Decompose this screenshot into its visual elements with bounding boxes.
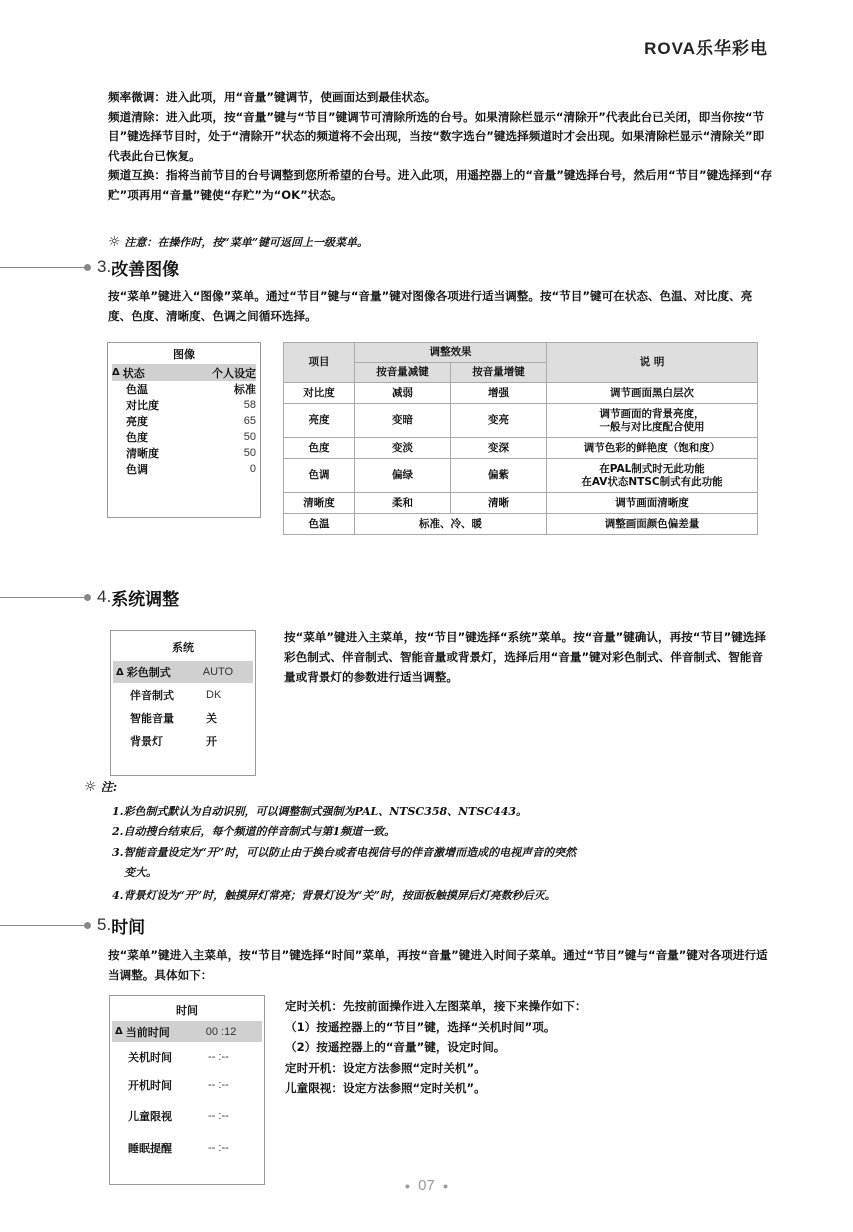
note-item: 4.背景灯设为“开”时，触摸屏灯常亮；背景灯设为“关”时，按面板触摸屏后灯亮数秒后灭。 xyxy=(112,889,556,902)
table-row xyxy=(284,383,758,404)
table-cell-item: 对比度 xyxy=(284,383,355,404)
table-cell-desc xyxy=(547,404,758,438)
table-cell-inc: 变亮 xyxy=(451,404,547,438)
intro-paragraphs xyxy=(108,88,773,205)
menu-row-label: 睡眠提醒 xyxy=(128,1142,172,1155)
section4-notes-label xyxy=(84,778,117,795)
sun-icon: ☼ xyxy=(108,234,121,250)
note-item: 2.自动搜台结束后，每个频道的伴音制式与第1频道一致。 xyxy=(112,825,396,838)
table-cell-inc: 变深 xyxy=(451,438,547,459)
bullet-dot-icon xyxy=(84,264,91,271)
page-footer xyxy=(0,1177,853,1194)
section4-desc xyxy=(284,627,774,687)
table-header-inc: 按音量增键 xyxy=(451,363,547,383)
table-cell-dec: 变淡 xyxy=(355,438,451,459)
table-cell-desc xyxy=(547,383,758,404)
menu-row-label: 色度 xyxy=(126,431,148,444)
section-heading-5 xyxy=(0,914,145,936)
time-menu-row[interactable] xyxy=(112,1133,262,1163)
table-header-desc: 说 明 xyxy=(547,343,758,383)
menu-row-value: 个人设定 xyxy=(212,366,256,380)
desc-line: 在PAL制式时无此功能 xyxy=(599,462,705,475)
intro-p2 xyxy=(108,108,773,167)
instruction-line: 儿童限视：设定方法参照“定时关机”。 xyxy=(285,1081,486,1095)
table-cell-dec: 柔和 xyxy=(355,493,451,514)
table-row xyxy=(284,404,758,438)
menu-row-value: DK xyxy=(206,688,222,701)
table-row xyxy=(284,438,758,459)
table-cell-item: 亮度 xyxy=(284,404,355,438)
footer-dot-icon: ● xyxy=(442,1181,449,1192)
system-menu-title: 系统 xyxy=(172,641,194,654)
section-title: 时间 xyxy=(111,917,146,938)
section5-desc xyxy=(108,946,773,985)
notes-label-text: 注: xyxy=(100,780,118,794)
intro-p1 xyxy=(108,88,773,108)
section-number: 3. xyxy=(97,257,112,276)
time-menu-title: 时间 xyxy=(176,1004,198,1017)
table-cell-inc: 偏紫 xyxy=(451,459,547,493)
section5-desc-text: 按“菜单”键进入主菜单，按“节目”键选择“时间”菜单，再按“音量”键进入时间子菜单。通过“节目”键与“音量”键对各项进行适当调整。具体如下： xyxy=(108,948,768,982)
intro-note xyxy=(108,234,368,250)
table-cell-desc: 调整画面颜色偏差量 xyxy=(547,514,758,535)
menu-row-label: 背景灯 xyxy=(130,734,163,748)
picture-menu-row[interactable] xyxy=(112,429,256,445)
system-menu-row[interactable] xyxy=(113,683,253,706)
menu-row-label: 色调 xyxy=(126,463,148,476)
term-fine-tune: 频率微调： xyxy=(108,90,166,104)
section-number: 4. xyxy=(97,587,112,606)
table-header-dec: 按音量减键 xyxy=(355,363,451,383)
picture-menu-row[interactable] xyxy=(112,445,256,461)
selector-arrow-icon: Δ xyxy=(115,1026,123,1037)
menu-row-label: 当前时间 xyxy=(125,1025,170,1039)
table-cell-item: 色度 xyxy=(284,438,355,459)
time-menu-row[interactable] xyxy=(112,1042,262,1071)
selector-arrow-icon: Δ xyxy=(112,367,120,378)
term-channel-swap: 频道互换： xyxy=(108,168,166,182)
brand-logo: ROVA乐华彩电 xyxy=(644,39,768,58)
picture-menu-row[interactable] xyxy=(112,461,256,477)
time-menu-row[interactable] xyxy=(112,1099,262,1133)
table-row xyxy=(284,459,758,493)
table-cell-desc xyxy=(547,438,758,459)
menu-row-value: -- :-- xyxy=(208,1079,229,1091)
section-number: 5. xyxy=(97,915,112,934)
table-row xyxy=(284,493,758,514)
instruction-line: （2）按遥控器上的“音量”键，设定时间。 xyxy=(285,1040,506,1054)
menu-row-value: -- :-- xyxy=(208,1110,229,1122)
picture-menu-row[interactable] xyxy=(112,381,256,397)
menu-row-label: 彩色制式 xyxy=(126,666,171,679)
note-item: 1.彩色制式默认为自动识别，可以调整制式强制为PAL、NTSC358、NTSC443。 xyxy=(112,805,528,818)
bullet-dot-icon xyxy=(84,922,91,929)
menu-row-value: 58 xyxy=(243,399,256,411)
text-channel-clear: 进入此项，按“音量”键与“节目”键调节可清除所选的台号。如果清除栏显示“清除开”代表此台已关闭，即当你按“节目”键选择节目时，处于“清除开”状态的频道将不会出现，当按“数字选台”键选择频道时才会出现。如果清除栏显示“清除关”即代表此台已恢复。 xyxy=(108,109,765,163)
desc-line: 调节画面清晰度 xyxy=(615,496,689,509)
section3-desc-text: 按“菜单”键进入“图像”菜单。通过“节目”键与“音量”键对图像各项进行适当调整。按“节目”键可在状态、色温、对比度、亮度、色度、清晰度、色调之间循环选择。 xyxy=(108,289,753,323)
section-heading-4 xyxy=(0,586,179,608)
section-title: 改善图像 xyxy=(111,259,180,280)
menu-row-value: 标准 xyxy=(234,383,256,396)
menu-row-value: -- :-- xyxy=(208,1050,229,1063)
page-number: 07 xyxy=(418,1177,435,1194)
text-fine-tune: 进入此项，用“音量”键调节，使画面达到最佳状态。 xyxy=(165,90,437,104)
picture-menu-title: 图像 xyxy=(173,348,195,361)
section-rule xyxy=(0,267,84,268)
menu-row-label: 对比度 xyxy=(126,399,159,412)
table-cell-dec: 偏绿 xyxy=(355,459,451,493)
menu-row-value: 0 xyxy=(249,463,256,475)
menu-row-label: 智能音量 xyxy=(130,711,174,725)
menu-row-label: 色温 xyxy=(126,383,148,396)
menu-row-value: 50 xyxy=(243,431,256,443)
desc-line: 调节画面黑白层次 xyxy=(610,386,694,399)
menu-row-label: 儿童限视 xyxy=(128,1110,172,1123)
time-menu xyxy=(109,995,265,1185)
table-header-effect: 调整效果 xyxy=(355,343,547,363)
table-cell-item: 清晰度 xyxy=(284,493,355,514)
menu-row-value: AUTO xyxy=(202,666,234,678)
section4-desc-text: 按“菜单”键进入主菜单，按“节目”键选择“系统”菜单。按“音量”键确认，再按“节目”键选择彩色制式、伴音制式、智能音量或背景灯，选择后用“音量”键对彩色制式、伴音制式、智能音量或背景灯的参数进行适当调整。 xyxy=(284,630,766,684)
text-channel-swap: 指将当前节目的台号调整到您所希望的台号。进入此项，用遥控器上的“音量”键选择台号，然后用“节目”键选择到“存贮”项再用“音量”键使“存贮”为“OK”状态。 xyxy=(108,168,773,202)
menu-row-value: 00 :12 xyxy=(205,1025,237,1038)
instruction-line: （1）按遥控器上的“节目”键，选择“关机时间”项。 xyxy=(285,1019,556,1034)
picture-menu-row[interactable] xyxy=(112,364,256,381)
menu-row-label: 伴音制式 xyxy=(130,688,174,702)
term-channel-clear: 频道清除： xyxy=(108,109,166,124)
picture-menu-row[interactable] xyxy=(112,413,256,429)
table-cell-desc xyxy=(547,493,758,514)
bullet-dot-icon xyxy=(84,594,91,601)
intro-p3 xyxy=(108,166,773,205)
menu-row-label: 清晰度 xyxy=(126,447,159,460)
section-title: 系统调整 xyxy=(111,589,180,610)
table-row xyxy=(284,514,758,535)
menu-row-label: 开机时间 xyxy=(128,1079,172,1092)
table-cell-item: 色温 xyxy=(284,514,355,535)
section-rule xyxy=(0,925,84,926)
menu-row-value: -- :-- xyxy=(208,1142,229,1154)
table-cell-merged: 标准、冷、暖 xyxy=(355,514,547,535)
picture-adjust-table xyxy=(283,342,758,535)
menu-row-value: 65 xyxy=(243,415,256,427)
section3-desc xyxy=(108,287,773,326)
selector-arrow-icon: Δ xyxy=(116,666,124,678)
note-item: 3.智能音量设定为“开”时，可以防止由于换台或者电视信号的伴音激增而造成的电视声音的突然 xyxy=(112,846,577,859)
note-item: 变大。 xyxy=(124,866,157,879)
sun-icon: ☼ xyxy=(84,779,97,795)
table-cell-desc xyxy=(547,459,758,493)
system-menu xyxy=(110,630,256,776)
picture-menu xyxy=(107,342,261,518)
menu-row-value: 关 xyxy=(206,711,217,725)
system-menu-row[interactable] xyxy=(113,661,253,683)
table-header-item: 项目 xyxy=(284,343,355,383)
instruction-line: 定时关机：先按前面操作进入左图菜单，接下来操作如下： xyxy=(285,999,587,1013)
table-cell-dec: 减弱 xyxy=(355,383,451,404)
intro-note-text: 注意：在操作时，按“菜单”键可返回上一级菜单。 xyxy=(124,236,369,249)
system-menu-row[interactable] xyxy=(113,729,253,752)
picture-menu-row[interactable] xyxy=(112,397,256,413)
menu-row-value: 50 xyxy=(243,447,256,459)
table-cell-item: 色调 xyxy=(284,459,355,493)
desc-line: 在AV状态NTSC制式有此功能 xyxy=(581,475,723,488)
section-rule xyxy=(0,597,84,598)
desc-line: 调节画面的背景亮度， xyxy=(599,407,705,420)
menu-row-label: 状态 xyxy=(122,366,145,380)
footer-dot-icon: ● xyxy=(404,1181,411,1192)
table-cell-dec: 变暗 xyxy=(355,404,451,438)
desc-line: 一般与对比度配合使用 xyxy=(599,420,705,433)
table-cell-inc: 清晰 xyxy=(451,493,547,514)
time-menu-row[interactable] xyxy=(112,1071,262,1099)
table-cell-inc: 增强 xyxy=(451,383,547,404)
time-menu-row[interactable] xyxy=(112,1021,262,1042)
section-heading-3 xyxy=(0,256,179,278)
section5-instructions xyxy=(285,996,765,1099)
menu-row-value: 开 xyxy=(206,734,217,748)
menu-row-label: 亮度 xyxy=(126,415,148,428)
instruction-line: 定时开机：设定方法参照“定时关机”。 xyxy=(285,1060,486,1075)
menu-row-label: 关机时间 xyxy=(128,1050,172,1064)
desc-line: 调节色彩的鲜艳度（饱和度） xyxy=(583,441,721,454)
system-menu-row[interactable] xyxy=(113,706,253,729)
